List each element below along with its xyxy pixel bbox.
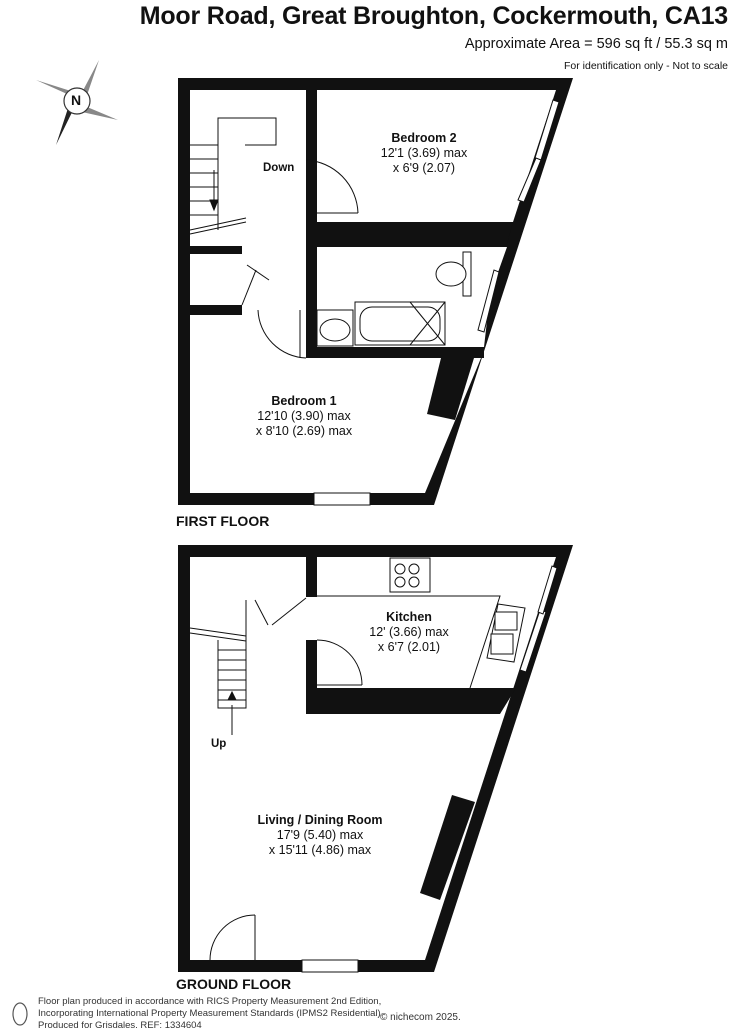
nichecom-brand: © nichecom 2025. [380, 1012, 461, 1023]
kitchen-label [369, 610, 449, 655]
bedroom-1-label [256, 394, 352, 439]
footer-notes [38, 996, 383, 1032]
bedroom-1-dim1: 12'10 (3.90) max [257, 409, 351, 423]
living-dining-dim1: 17'9 (5.40) max [276, 828, 364, 842]
first-floor-plan [178, 78, 573, 505]
rics-logo-icon [13, 1003, 27, 1025]
bedroom-2-label [381, 131, 467, 176]
bedroom-2-dim2: x 6'9 (2.07) [392, 161, 456, 175]
living-dining-label [258, 813, 383, 858]
compass-north-label: N [71, 92, 82, 108]
scale-disclaimer: For identification only - Not to scale [564, 60, 728, 72]
bedroom-1-dim2: x 8'10 (2.69) max [255, 424, 353, 438]
first-floor-label: FIRST FLOOR [176, 513, 270, 529]
footer-line-1: Floor plan produced in accordance with RICS Property Measurement 2nd Edition, [38, 996, 382, 1007]
bedroom-1-name: Bedroom 1 [271, 394, 337, 408]
living-dining-dim2: x 15'11 (4.86) max [268, 843, 372, 857]
footer-line-2: Incorporating International Property Measurement Standards (IPMS2 Residential). [38, 1008, 384, 1019]
property-title: Moor Road, Great Broughton, Cockermouth, CA13 [139, 2, 728, 30]
ground-floor-label: GROUND FLOOR [176, 976, 292, 992]
kitchen-dim2: x 6'7 (2.01) [377, 640, 441, 654]
stairs-up-label: Up [211, 738, 227, 750]
bedroom-2-dim1: 12'1 (3.69) max [380, 146, 468, 160]
footer-line-3: Produced for Grisdales. REF: 1334604 [38, 1020, 202, 1031]
stairs-down-label: Down [263, 162, 295, 174]
approximate-area: Approximate Area = 596 sq ft / 55.3 sq m [464, 36, 728, 52]
living-dining-name: Living / Dining Room [257, 813, 383, 827]
kitchen-name: Kitchen [386, 610, 432, 624]
bedroom-2-name: Bedroom 2 [391, 131, 457, 145]
kitchen-dim1: 12' (3.66) max [369, 625, 449, 639]
